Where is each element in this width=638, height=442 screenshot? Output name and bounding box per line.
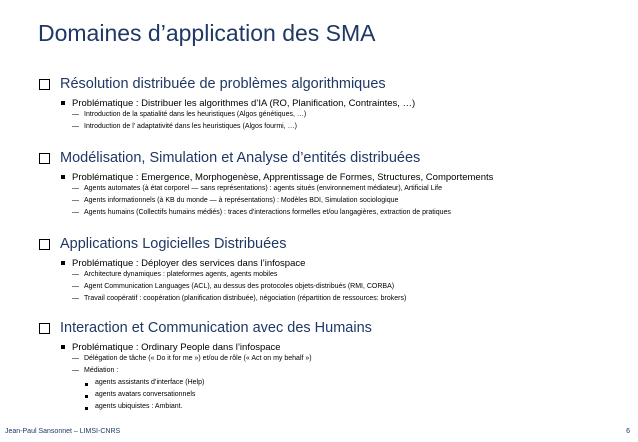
sub-bullet-item [38,379,630,391]
dash-item-text: Agent Communication Languages (ACL), au dessus des protocoles objets-distribués (RMI, CORBA) [84,283,395,290]
dash-item-text: Travail coopératif : coopération (planification distribuée), négociation (répartition de ressources: brokers) [84,295,407,302]
section-modeling-simulation [38,150,630,221]
dash-icon: — [72,355,79,362]
dash-item [38,197,630,209]
section-distributed-applications [38,236,630,307]
section-heading-text: Résolution distribuée de problèmes algorithmiques [60,76,386,92]
dash-icon: — [72,295,79,302]
sub-bullet-item [38,391,630,403]
sub-bullet-item [38,403,630,415]
section-heading [38,150,630,169]
dash-item [38,283,630,295]
dash-icon: — [72,197,79,204]
problem-bullet [38,341,630,355]
dash-icon: — [72,209,79,216]
dash-icon: — [72,111,79,118]
section-heading [38,320,630,339]
problem-text: Problématique : Déployer des services dans l’infospace [72,258,306,269]
dash-item-text: Agents automates (à état corporel — sans représentations) : agents situés (environnement médiateur), Artificial Life [84,185,442,192]
problem-bullet [38,257,630,271]
dash-item-text: Agents humains (Collectifs humains médiés) : traces d’interactions formelles et/ou langagières, extraction de pratiques [84,209,451,216]
dash-icon: — [72,271,79,278]
square-bullet-icon [61,261,65,265]
dash-item-text: Introduction de la spatialité dans les heuristiques (Algos génétiques, …) [84,111,307,118]
small-square-bullet-icon [85,383,88,386]
dash-item-text: Médiation : [84,367,119,374]
dash-item [38,271,630,283]
dash-item [38,123,630,135]
section-heading [38,76,630,95]
square-bullet-icon [61,175,65,179]
problem-text: Problématique : Distribuer les algorithmes d’IA (RO, Planification, Contraintes, …) [72,98,416,109]
page-number: 6 [626,428,630,435]
section-heading [38,236,630,255]
dash-item [38,185,630,197]
small-square-bullet-icon [85,395,88,398]
dash-item [38,355,630,367]
section-human-interaction [38,320,630,415]
dash-icon: — [72,283,79,290]
section-heading-text: Applications Logicielles Distribuées [60,236,287,252]
dash-item-text: Architecture dynamiques : plateformes agents, agents mobiles [84,271,278,278]
dash-item-text: Délégation de tâche (« Do it for me ») et/ou de rôle (« Act on my behalf ») [84,355,312,362]
sub-bullet-text: agents ubiquistes : Ambiant. [95,403,183,410]
problem-bullet [38,171,630,185]
section-heading-text: Modélisation, Simulation et Analyse d’entités distribuées [60,150,421,166]
dash-item-text: Introduction de l’ adaptativité dans les heuristiques (Algos fourmi, …) [84,123,297,130]
section-heading-text: Interaction et Communication avec des Humains [60,320,372,336]
small-square-bullet-icon [85,407,88,410]
problem-text: Problématique : Ordinary People dans l’infospace [72,342,281,353]
section-distributed-problem-solving [38,76,630,135]
square-bullet-icon [61,345,65,349]
square-bullet-icon [61,101,65,105]
slide-title: Domaines d’application des SMA [38,20,376,46]
checkbox-bullet-icon [39,153,50,164]
problem-bullet [38,97,630,111]
checkbox-bullet-icon [39,79,50,90]
checkbox-bullet-icon [39,323,50,334]
dash-item [38,209,630,221]
dash-icon: — [72,367,79,374]
dash-item [38,111,630,123]
sub-bullet-text: agents assistants d’interface (Help) [95,379,205,386]
dash-item [38,367,630,379]
sub-bullet-text: agents avatars conversationnels [95,391,196,398]
dash-icon: — [72,185,79,192]
problem-text: Problématique : Emergence, Morphogenèse, Apprentissage de Formes, Structures, Comportements [72,172,494,183]
dash-icon: — [72,123,79,130]
slide-footer: Jean-Paul Sansonnet – LIMSI-CNRS [5,428,121,435]
dash-item-text: Agents informationnels (à KB du monde — à représentations) : Modèles BDI, Simulation sociologique [84,197,399,204]
dash-item [38,295,630,307]
checkbox-bullet-icon [39,239,50,250]
